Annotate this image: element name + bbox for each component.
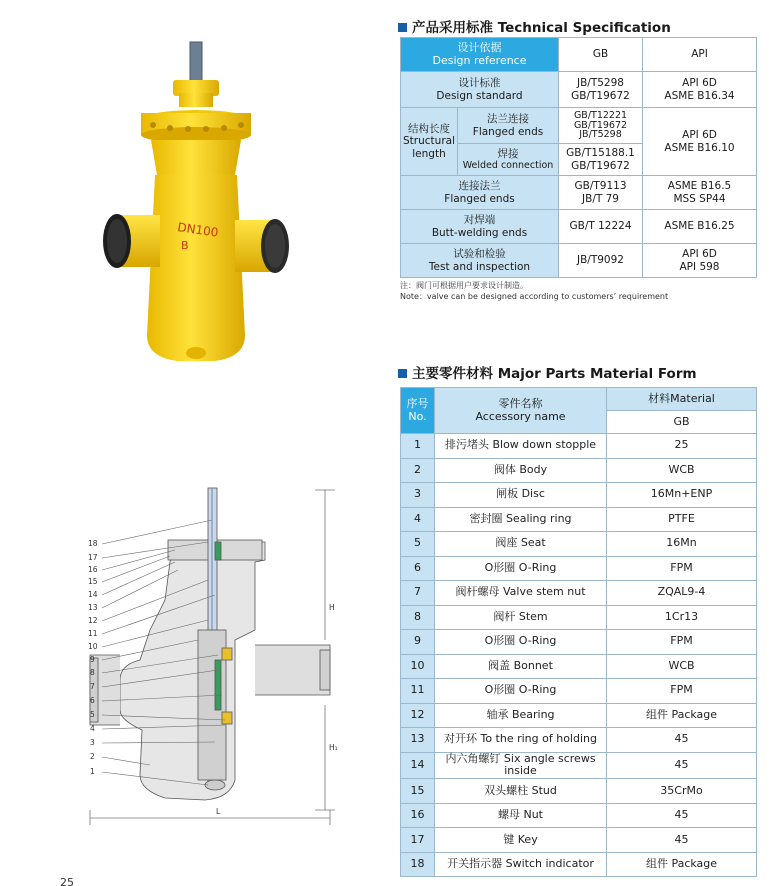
part-material: FPM bbox=[607, 630, 757, 655]
test-api-1: API 6D bbox=[682, 248, 717, 261]
butt-welding-api: ASME B16.25 bbox=[643, 210, 757, 244]
part-number: 15 bbox=[401, 779, 435, 804]
spec-header-ref-cn: 设计依据 bbox=[457, 40, 502, 54]
callout-18: 18 bbox=[88, 539, 98, 548]
part-material: 组件 Package bbox=[607, 852, 757, 877]
spec-note bbox=[400, 281, 668, 303]
table-row bbox=[401, 654, 757, 679]
part-number: 18 bbox=[401, 852, 435, 877]
flanged-gb-2: GB/T19672 bbox=[573, 119, 628, 131]
part-number: 11 bbox=[401, 679, 435, 704]
design-standard-gb-2: GB/T19672 bbox=[571, 89, 630, 102]
callout-1: 1 bbox=[90, 767, 95, 776]
table-row bbox=[401, 581, 757, 606]
spec-header-ref-en: Design reference bbox=[432, 53, 527, 67]
spec-heading-text: 产品采用标准 Technical Specification bbox=[412, 20, 671, 36]
heading-square-icon bbox=[398, 23, 407, 32]
callout-7: 7 bbox=[90, 682, 95, 691]
part-number: 4 bbox=[401, 507, 435, 532]
table-row bbox=[401, 828, 757, 853]
part-material: 45 bbox=[607, 803, 757, 828]
part-number: 2 bbox=[401, 458, 435, 483]
callout-5: 5 bbox=[90, 710, 95, 719]
callout-15: 15 bbox=[88, 577, 98, 586]
flanged-gb-3: JB/T5298 bbox=[579, 129, 622, 141]
callout-2: 2 bbox=[90, 752, 95, 761]
part-number: 8 bbox=[401, 605, 435, 630]
test-en: Test and inspection bbox=[428, 260, 531, 273]
parts-body bbox=[401, 434, 757, 877]
part-number: 5 bbox=[401, 532, 435, 557]
callout-10: 10 bbox=[88, 642, 98, 651]
table-row bbox=[401, 630, 757, 655]
part-material: WCB bbox=[607, 654, 757, 679]
part-material: 45 bbox=[607, 728, 757, 753]
butt-welding-en: Butt-welding ends bbox=[431, 226, 528, 239]
part-name: O形圈 O-Ring bbox=[435, 679, 607, 704]
callout-11: 11 bbox=[88, 629, 98, 638]
connecting-flange-gb-2: JB/T 79 bbox=[582, 192, 619, 205]
spec-row-structural-flanged bbox=[401, 108, 757, 144]
heading-square-icon bbox=[398, 369, 407, 378]
part-name: 闸板 Disc bbox=[435, 483, 607, 508]
body-marking-dn: DN100 bbox=[176, 220, 220, 240]
part-material: 35CrMo bbox=[607, 779, 757, 804]
part-name: 阀体 Body bbox=[435, 458, 607, 483]
spec-table bbox=[400, 37, 757, 278]
spec-note-cn: 注：阀门可根据用户要求设计制造。 bbox=[400, 281, 528, 290]
table-row bbox=[401, 703, 757, 728]
parts-table bbox=[400, 387, 757, 877]
part-number: 9 bbox=[401, 630, 435, 655]
connecting-flange-gb-1: GB/T9113 bbox=[574, 180, 627, 193]
connecting-flange-api-1: ASME B16.5 bbox=[667, 180, 732, 193]
parts-header-no-en: No. bbox=[408, 409, 427, 423]
part-material: 16Mn+ENP bbox=[607, 483, 757, 508]
part-material: 16Mn bbox=[607, 532, 757, 557]
design-standard-api-1: API 6D bbox=[682, 77, 717, 90]
table-row bbox=[401, 532, 757, 557]
welded-gb-1: GB/T15188.1 bbox=[566, 147, 635, 160]
spec-header-row bbox=[401, 38, 757, 72]
part-material: 25 bbox=[607, 434, 757, 459]
table-row bbox=[401, 679, 757, 704]
part-material: 45 bbox=[607, 752, 757, 779]
part-name: 开关指示器 Switch indicator bbox=[435, 852, 607, 877]
flanged-cn: 法兰连接 bbox=[487, 113, 529, 126]
connecting-flange-en: Flanged ends bbox=[444, 192, 515, 205]
table-row bbox=[401, 803, 757, 828]
part-name: 阀杆螺母 Valve stem nut bbox=[435, 581, 607, 606]
test-cn: 试验和检验 bbox=[453, 248, 506, 261]
part-material: 组件 Package bbox=[607, 703, 757, 728]
test-gb: JB/T9092 bbox=[559, 244, 643, 278]
part-name: 阀座 Seat bbox=[435, 532, 607, 557]
design-standard-cn: 设计标准 bbox=[458, 77, 501, 90]
design-standard-gb-1: JB/T5298 bbox=[577, 77, 624, 90]
structural-length-cn: 结构长度 bbox=[408, 122, 450, 135]
part-name: 阀盖 Bonnet bbox=[435, 654, 607, 679]
callout-6: 6 bbox=[90, 696, 95, 705]
table-row bbox=[401, 728, 757, 753]
spec-row-test bbox=[401, 244, 757, 278]
structural-length-en-2: length bbox=[412, 147, 446, 160]
spec-row-butt-welding bbox=[401, 210, 757, 244]
structural-length-en-1: Structural bbox=[403, 135, 455, 148]
part-material: PTFE bbox=[607, 507, 757, 532]
callout-9: 9 bbox=[90, 655, 95, 664]
callout-17: 17 bbox=[88, 553, 98, 562]
welded-gb-2: GB/T19672 bbox=[571, 159, 630, 172]
spec-row-connecting-flange bbox=[401, 176, 757, 210]
spec-header-ref bbox=[401, 38, 559, 72]
part-number: 3 bbox=[401, 483, 435, 508]
flanged-en: Flanged ends bbox=[472, 125, 544, 138]
table-row bbox=[401, 556, 757, 581]
sectional-drawing bbox=[80, 480, 370, 840]
part-name: 排污堵头 Blow down stopple bbox=[435, 434, 607, 459]
part-number: 6 bbox=[401, 556, 435, 581]
parts-header-no-cn: 序号 bbox=[406, 396, 429, 410]
part-material: ZQAL9-4 bbox=[607, 581, 757, 606]
dim-h-label: H bbox=[329, 603, 335, 612]
table-row bbox=[401, 458, 757, 483]
callout-12: 12 bbox=[88, 616, 98, 625]
spec-row-design-standard bbox=[401, 72, 757, 108]
part-material: FPM bbox=[607, 556, 757, 581]
test-api-2: API 598 bbox=[679, 260, 720, 273]
design-standard-api-2: ASME B16.34 bbox=[664, 89, 735, 102]
part-name: O形圈 O-Ring bbox=[435, 630, 607, 655]
part-name: 密封圈 Sealing ring bbox=[435, 507, 607, 532]
part-number: 1 bbox=[401, 434, 435, 459]
part-name: 螺母 Nut bbox=[435, 803, 607, 828]
part-material: FPM bbox=[607, 679, 757, 704]
valve-photo bbox=[95, 35, 310, 370]
part-number: 16 bbox=[401, 803, 435, 828]
butt-welding-cn: 对焊端 bbox=[463, 214, 496, 227]
parts-header-row bbox=[401, 388, 757, 411]
dim-l-label: L bbox=[216, 807, 221, 816]
callout-3: 3 bbox=[90, 738, 95, 747]
table-row bbox=[401, 605, 757, 630]
part-name: 内六角螺钉 Six angle screws inside bbox=[435, 752, 607, 779]
part-name: 双头螺柱 Stud bbox=[435, 779, 607, 804]
part-number: 7 bbox=[401, 581, 435, 606]
table-row bbox=[401, 483, 757, 508]
part-name: 对开环 To the ring of holding bbox=[435, 728, 607, 753]
part-number: 12 bbox=[401, 703, 435, 728]
part-material: 45 bbox=[607, 828, 757, 853]
welded-en: Welded connection bbox=[462, 160, 554, 172]
spec-heading bbox=[398, 16, 671, 36]
table-row bbox=[401, 507, 757, 532]
callout-14: 14 bbox=[88, 590, 98, 599]
table-row bbox=[401, 852, 757, 877]
part-number: 14 bbox=[401, 752, 435, 779]
page-number: 25 bbox=[60, 876, 74, 886]
spec-header-gb: GB bbox=[559, 38, 643, 72]
parts-header-material: 材料Material bbox=[607, 388, 757, 411]
welded-cn: 焊接 bbox=[497, 147, 519, 160]
table-row bbox=[401, 779, 757, 804]
callout-8: 8 bbox=[90, 668, 95, 677]
structural-length-api-1: API 6D bbox=[682, 129, 717, 142]
part-material: WCB bbox=[607, 458, 757, 483]
parts-header-name-en: Accessory name bbox=[475, 409, 566, 423]
parts-header-gb: GB bbox=[607, 411, 757, 434]
table-row bbox=[401, 752, 757, 779]
design-standard-en: Design standard bbox=[436, 89, 523, 102]
structural-length-api-2: ASME B16.10 bbox=[664, 141, 735, 154]
parts-heading bbox=[398, 362, 697, 382]
part-number: 17 bbox=[401, 828, 435, 853]
butt-welding-gb: GB/T 12224 bbox=[559, 210, 643, 244]
part-name: 阀杆 Stem bbox=[435, 605, 607, 630]
spec-note-en: Note：valve can be designed according to customers’ requirement bbox=[400, 291, 669, 301]
connecting-flange-cn: 连接法兰 bbox=[458, 180, 501, 193]
part-number: 10 bbox=[401, 654, 435, 679]
callout-4: 4 bbox=[90, 724, 95, 733]
body-marking-b: B bbox=[181, 239, 189, 252]
table-row bbox=[401, 434, 757, 459]
callout-13: 13 bbox=[88, 603, 98, 612]
part-name: 键 Key bbox=[435, 828, 607, 853]
connecting-flange-api-2: MSS SP44 bbox=[673, 192, 726, 205]
dim-h1-label: H₁ bbox=[329, 743, 338, 752]
part-number: 13 bbox=[401, 728, 435, 753]
callout-16: 16 bbox=[88, 565, 98, 574]
part-name: O形圈 O-Ring bbox=[435, 556, 607, 581]
part-name: 轴承 Bearing bbox=[435, 703, 607, 728]
part-material: 1Cr13 bbox=[607, 605, 757, 630]
parts-heading-text: 主要零件材料 Major Parts Material Form bbox=[412, 366, 697, 382]
flanged-gb-1: GB/T12221 bbox=[573, 109, 628, 121]
spec-header-api: API bbox=[643, 38, 757, 72]
parts-header-name-cn: 零件名称 bbox=[498, 396, 543, 410]
